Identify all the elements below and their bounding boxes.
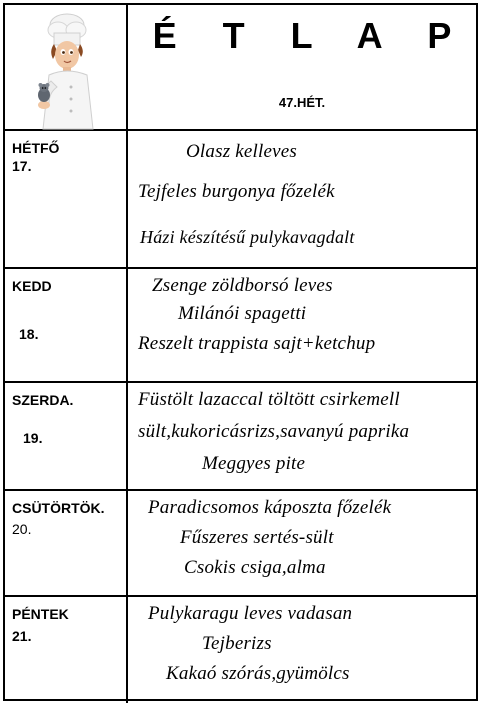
title-cell xyxy=(128,5,476,129)
dish-item: Zsenge zöldborsó leves xyxy=(152,275,333,296)
day-row-thursday xyxy=(5,491,476,597)
header-row xyxy=(5,5,476,131)
dish-item: Tejberizs xyxy=(202,633,272,654)
dish-item: Fűszeres sertés-sült xyxy=(180,527,334,548)
dish-item: Olasz kelleves xyxy=(186,141,297,162)
day-date: 19. xyxy=(23,430,43,446)
day-name: KEDD xyxy=(12,278,52,294)
dish-item: Házi készítésű pulykavagdalt xyxy=(140,227,355,247)
day-cell xyxy=(5,597,128,703)
day-row-friday xyxy=(5,597,476,703)
dish-item: Füstölt lazaccal töltött csirkemell xyxy=(138,389,400,410)
dish-item: Meggyes pite xyxy=(202,453,306,474)
dish-item: Pulykaragu leves vadasan xyxy=(148,603,353,624)
page-title: É T L A P xyxy=(152,15,470,56)
dish-item: Kakaó szórás,gyümölcs xyxy=(166,663,350,684)
day-date: 20. xyxy=(12,521,32,537)
dish-item: Reszelt trappista sajt+ketchup xyxy=(138,333,376,354)
day-date: 18. xyxy=(19,326,39,342)
day-name: SZERDA. xyxy=(12,392,74,408)
day-date: 17. xyxy=(12,158,32,174)
dish-item: Csokis csiga,alma xyxy=(184,557,326,578)
dishes-cell xyxy=(128,597,476,703)
day-cell xyxy=(5,131,128,267)
day-row-monday xyxy=(5,131,476,269)
dishes-cell xyxy=(128,383,476,489)
menu-table xyxy=(3,3,478,701)
day-cell xyxy=(5,269,128,381)
day-cell xyxy=(5,491,128,595)
dish-item: Paradicsomos káposzta főzelék xyxy=(148,497,392,518)
dishes-cell xyxy=(128,491,476,595)
day-row-tuesday xyxy=(5,269,476,383)
day-row-wednesday xyxy=(5,383,476,491)
dish-item: Milánói spagetti xyxy=(178,303,307,324)
chef-illustration xyxy=(23,11,113,131)
day-date: 21. xyxy=(12,628,32,644)
chef-cell xyxy=(5,5,128,129)
dishes-cell xyxy=(128,269,476,381)
day-cell xyxy=(5,383,128,489)
day-name: HÉTFŐ xyxy=(12,140,60,156)
dish-item: Tejfeles burgonya főzelék xyxy=(138,181,335,202)
day-name: CSÜTÖRTÖK. xyxy=(12,500,105,516)
day-name: PÉNTEK xyxy=(12,606,69,622)
dishes-cell xyxy=(128,131,476,267)
dish-item: sült,kukoricásrizs,savanyú paprika xyxy=(138,421,410,442)
week-label: 47.HÉT. xyxy=(278,95,326,110)
